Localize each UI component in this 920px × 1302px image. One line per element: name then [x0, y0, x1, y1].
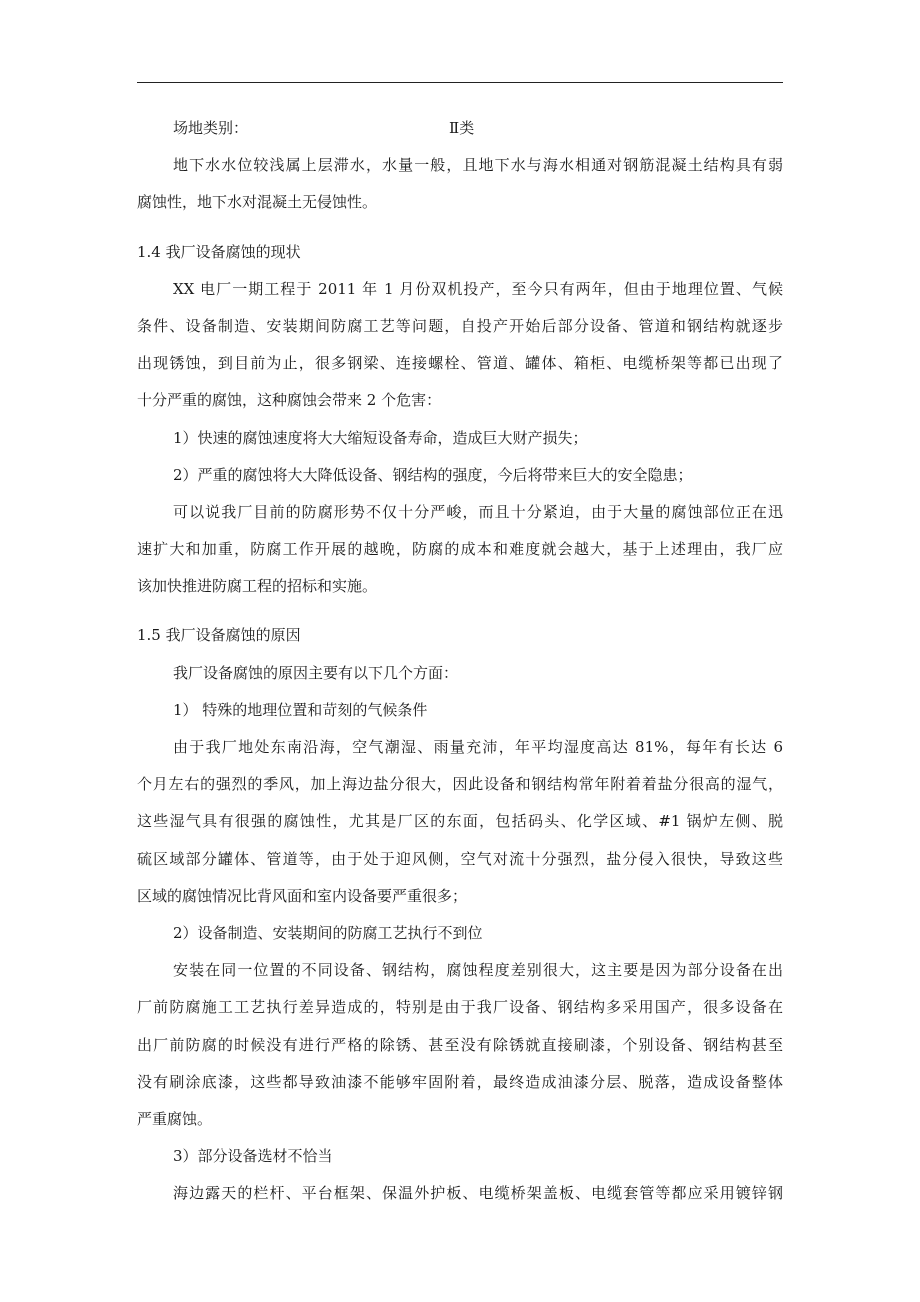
- s14-item-2: 2）严重的腐蚀将大大降低设备、钢结构的强度，今后将带来巨大的安全隐患；: [173, 465, 693, 484]
- s14-para2-line-1: 可以说我厂目前的防腐形势不仅十分严峻，而且十分紧迫，由于大量的腐蚀部位正在迅: [173, 502, 783, 521]
- s15-cause1-line-3: 这些湿气具有很强的腐蚀性，尤其是厂区的东面，包括码头、化学区域、#1 锅炉左侧、脱: [137, 812, 783, 831]
- s15-cause1-line-1: 由于我厂地处东南沿海，空气潮湿、雨量充沛，年平均湿度高达 81%，每年有长达 6: [173, 738, 783, 756]
- s15-cause2-line-4: 没有刷涂底漆，这些都导致油漆不能够牢固附着，最终造成油漆分层、脱落，造成设备整体: [137, 1072, 783, 1091]
- section-1-5-heading: 1.5 我厂设备腐蚀的原因: [137, 626, 301, 645]
- section-1-4-heading: 1.4 我厂设备腐蚀的现状: [137, 242, 301, 261]
- s15-cause2-line-3: 出厂前防腐的时候没有进行严格的除锈、甚至没有除锈就直接刷漆，个别设备、钢结构甚至: [137, 1035, 783, 1054]
- s15-intro: 我厂设备腐蚀的原因主要有以下几个方面：: [173, 663, 459, 682]
- site-category-label: 场地类别：: [173, 119, 249, 137]
- s15-cause1-line-4: 硫区域部分罐体、管道等，由于处于迎风侧，空气对流十分强烈，盐分侵入很快，导致这些: [137, 849, 783, 868]
- s14-para1-line-1: XX 电厂一期工程于 2011 年 1 月份双机投产，至今只有两年，但由于地理位置、气候: [173, 279, 783, 298]
- site-category-value: Ⅱ类: [449, 119, 475, 137]
- s15-cause2-line-5: 严重腐蚀。: [137, 1109, 213, 1128]
- s15-cause3-title: 3）部分设备选材不恰当: [173, 1147, 333, 1166]
- s14-para2-line-2: 速扩大和加重，防腐工作开展的越晚，防腐的成本和难度就会越大，基于上述理由，我厂应: [137, 540, 783, 559]
- s15-cause2-line-1: 安装在同一位置的不同设备、钢结构，腐蚀程度差别很大，这主要是因为部分设备在出: [173, 961, 783, 980]
- s15-cause1-line-5: 区域的腐蚀情况比背风面和室内设备要严重很多；: [137, 886, 468, 905]
- s15-cause1-line-2: 个月左右的强烈的季风，加上海边盐分很大，因此设备和钢结构常年附着着盐分很高的湿气，: [137, 775, 783, 794]
- s15-cause2-line-2: 厂前防腐施工工艺执行差异造成的，特别是由于我厂设备、钢结构多采用国产，很多设备在: [137, 998, 783, 1017]
- s14-para1-line-3: 出现锈蚀，到目前为止，很多钢梁、连接螺栓、管道、罐体、箱柜、电缆桥架等都已出现了: [137, 354, 783, 373]
- header-rule: [137, 82, 783, 83]
- groundwater-line-2: 腐蚀性，地下水对混凝土无侵蚀性。: [137, 193, 378, 212]
- s14-item-1: 1）快速的腐蚀速度将大大缩短设备寿命，造成巨大财产损失；: [173, 428, 588, 447]
- s15-cause1-title: 1） 特殊的地理位置和苛刻的气候条件: [173, 700, 428, 719]
- s15-cause3-line-1: 海边露天的栏杆、平台框架、保温外护板、电缆桥架盖板、电缆套管等都应采用镀锌钢: [173, 1184, 783, 1203]
- groundwater-line-1: 地下水水位较浅属上层滞水，水量一般，且地下水与海水相通对钢筋混凝土结构具有弱: [173, 156, 783, 175]
- s14-para2-line-3: 该加快推进防腐工程的招标和实施。: [137, 577, 378, 596]
- s14-para1-line-4: 十分严重的腐蚀，这种腐蚀会带来 2 个危害：: [137, 391, 442, 410]
- document-body: [137, 110, 783, 1212]
- s15-cause2-title: 2）设备制造、安装期间的防腐工艺执行不到位: [173, 923, 483, 942]
- s14-para1-line-2: 条件、设备制造、安装期间防腐工艺等问题，自投产开始后部分设备、管道和钢结构就逐步: [137, 316, 783, 335]
- site-category-row: [137, 110, 783, 147]
